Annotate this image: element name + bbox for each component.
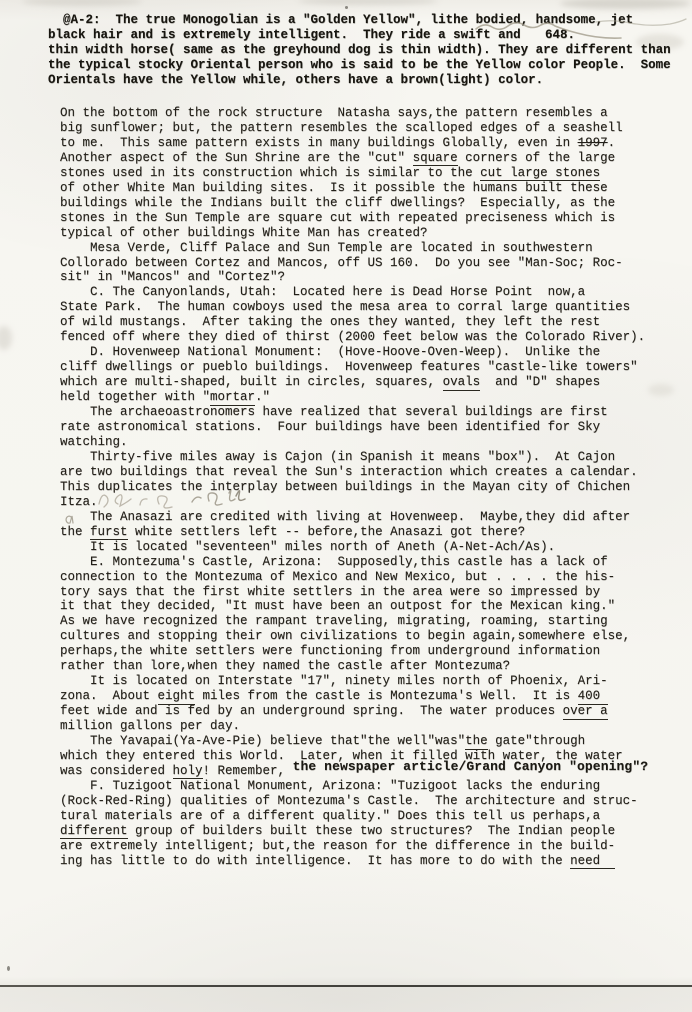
ink-speck (345, 6, 348, 9)
text-line: of wild mustangs. After taking the ones they wanted, they left the rest (60, 315, 601, 330)
text-line: tural materials are of a different quality." Does this tell us perhaps,a (60, 808, 601, 823)
text-line: of other White Man building sites. Is it possible the humans built these (60, 180, 608, 195)
text-line: D. Hovenweep National Monument: (Hove-Hoove-Oven-Weep). Unlike the (60, 345, 601, 360)
text-line: the typical stocky Oriental person who is said to be the Yellow color People. Some (48, 57, 671, 72)
text-line: it that they decided, "It must have been an outpost for the Mexican king." (60, 599, 616, 614)
text-line: State Park. The human cowboys used the mesa area to corral large quantities (60, 300, 631, 315)
page-number: 648. (545, 28, 576, 42)
text-line: thin width horse( same as the greyhound dog is thin width). They are different than (48, 42, 671, 57)
text-line: sit" in "Mancos" and "Cortez"? (60, 270, 286, 285)
ink-speck (7, 966, 10, 971)
text-line: The archaeoastronomers have realized that several buildings are first (60, 405, 608, 420)
text-line: Thirty-five miles away is Cajon (in Spanish it means "box"). At Cajon (60, 449, 616, 464)
text-line: The Anasazi are credited with living at Hovenweep. Maybe,they did after (60, 509, 631, 524)
text-line: cliff dwellings or pueblo buildings. Hovenweep features "castle-like towers" (60, 360, 638, 375)
page-edge-line (0, 985, 692, 987)
text-line: big sunflower; but, the pattern resembles the scalloped edges of a seashell (60, 120, 623, 135)
scan-smudge (0, 326, 12, 350)
text-line: C. The Canyonlands, Utah: Located here is Dead Horse Point now,a (60, 285, 586, 300)
scan-smudge (560, 0, 690, 9)
text-line: million gallons per day. (60, 719, 241, 734)
handwritten-annotation-icon (94, 484, 264, 514)
text-line: Itza. (60, 494, 98, 509)
text-line: to me. This same pattern exists in many buildings Globally, even in 1997. (60, 135, 616, 150)
scan-smudge (22, 0, 142, 6)
text-line: (Rock-Red-Ring) qualities of Montezuma's Castle. The architecture and struc- (60, 793, 638, 808)
text-line: fenced off where they died of thirst (2000 feet below was the Colorado River). (60, 330, 646, 345)
text-line: On the bottom of the rock structure Natasha says,the pattern resembles a (60, 106, 608, 120)
text-line: black hair and is extremely intelligent. They ride a swift and (48, 27, 521, 42)
text-line: Orientals have the Yellow while, others have a brown(light) color. (48, 72, 544, 87)
text-line: @A-2: The true Monogolian is a "Golden Yellow", lithe bodied, handsome, jet (48, 13, 634, 27)
text-line: tory says that the first white settlers in the area were so impressed by (60, 584, 601, 599)
scan-smudge (298, 0, 438, 5)
text-line: perhaps,the white settlers were functioning from underground information (60, 644, 601, 659)
text-line: held together with "mortar." (60, 390, 271, 405)
text-line: cultures and stopping their own civilizations to begin again,somewhere else, (60, 629, 631, 644)
text-line: E. Montezuma's Castle, Arizona: Supposedly,this castle has a lack of (60, 554, 608, 569)
text-line: different group of builders built these two structures? The Indian people (60, 823, 616, 838)
text-line: It is located "seventeen" miles north of Aneth (A-Net-Ach/As). (60, 539, 556, 554)
text-line: are two buildings that reveal the Sun's interaction which creates a calendar. (60, 464, 638, 479)
text-line: typical of other buildings White Man has created? (60, 225, 428, 240)
text-line: The Yavapai(Ya-Ave-Pie) believe that"the well"was"the gate"through (60, 734, 586, 749)
text-line: ing has little to do with intelligence. It has more to do with the need (60, 853, 616, 868)
text-line: which are multi-shaped, built in circles, squares, ovals and "D" shapes (60, 375, 601, 390)
text-line: stones in the Sun Temple are square cut with repeated preciseness which is (60, 210, 616, 225)
text-line: As we have recognized the rampant traveling, migrating, roaming, starting (60, 614, 608, 629)
scan-smudge (648, 384, 674, 396)
text-line: feet wide and is fed by an underground spring. The water produces over a (60, 704, 608, 719)
text-line: Another aspect of the Sun Shrine are the "cut" square corners of the large (60, 150, 616, 165)
text-line: It is located on Interstate "17", ninety miles north of Phoenix, Ari- (60, 674, 608, 689)
text-line: which they entered this World. Later, when it filled with water, the water (60, 748, 623, 763)
text-line: connection to the Montezuma of Mexico and New Mexico, but . . . . the his- (60, 569, 616, 584)
text-line: zona. About eight miles from the castle is Montezuma's Well. It is 400 (60, 689, 608, 704)
margin-tick-icon (62, 512, 76, 526)
text-line: Mesa Verde, Cliff Palace and Sun Temple are located in southwestern (60, 240, 593, 255)
text-line: watching. (60, 434, 128, 449)
text-line: rate astronomical stations. Four buildings have been identified for Sky (60, 420, 601, 435)
text-line: stones used in its construction which is similar to the cut large stones (60, 165, 601, 180)
text-line: the furst white settlers left -- before,the Anasazi got there? (60, 524, 526, 539)
text-line: F. Tuzigoot National Monument, Arizona: "Tuzigoot lacks the enduring (60, 778, 601, 793)
text-line: rather than lore,when they named the castle after Montezuma? (60, 659, 511, 674)
text-line: are extremely intelligent; but,the reason for the difference in the build- (60, 838, 616, 853)
text-line: buildings while the Indians built the cliff dwellings? Especially, as the (60, 195, 616, 210)
pencil-scribble-icon (468, 12, 692, 46)
text-line: was considered holy! Remember, the newspaper article/Grand Canyon "opening"? (60, 759, 649, 778)
text-line: This duplicates the interplay between buildings in the Mayan city of Chichen (60, 479, 631, 494)
text-line: Collorado between Cortez and Mancos, off US 160. Do you see "Man-Soc; Roc- (60, 255, 623, 270)
